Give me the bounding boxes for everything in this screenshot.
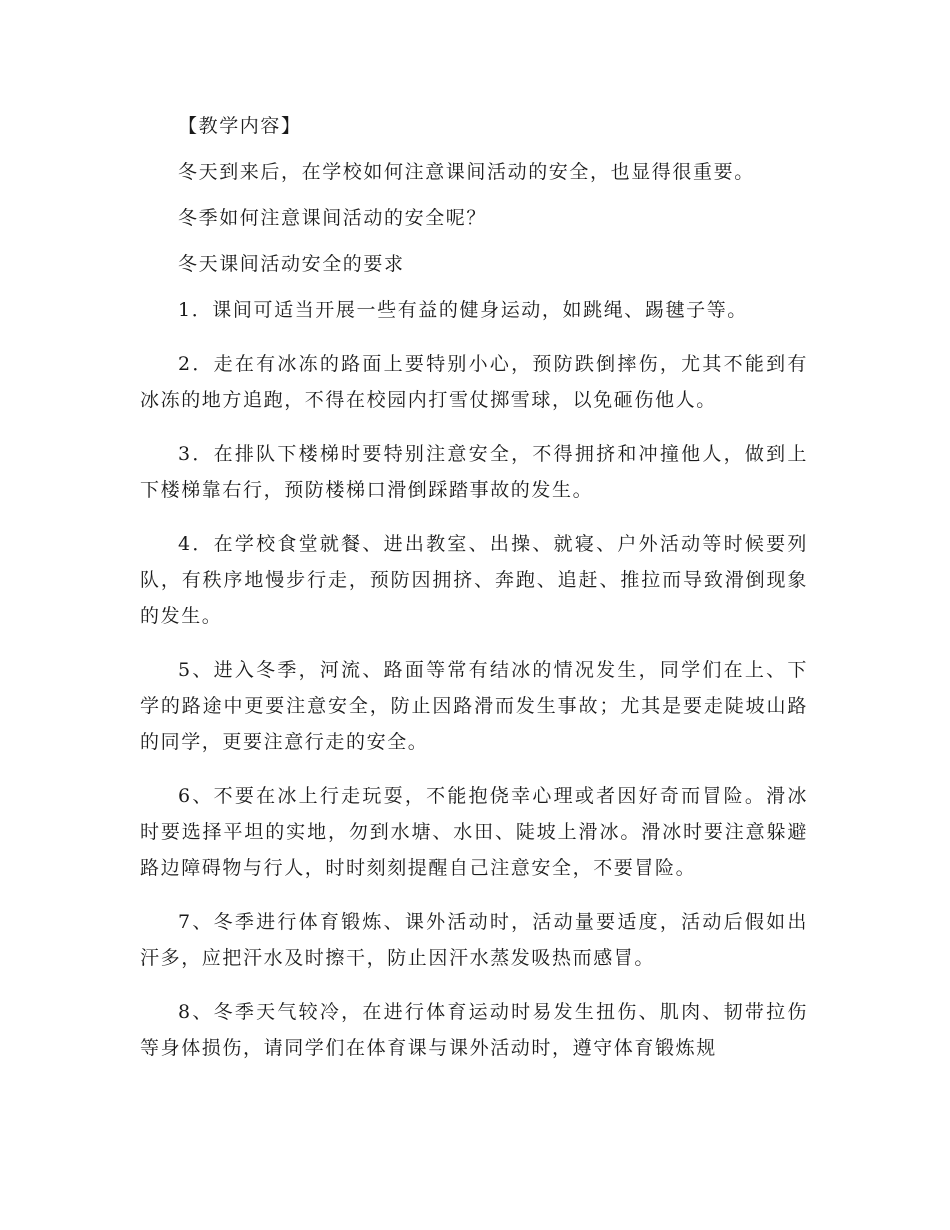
paragraph-item-3: 3．在排队下楼梯时要特别注意安全，不得拥挤和冲撞他人，做到上下楼梯靠右行，预防楼梯口滑倒踩踏事故的发生。	[140, 443, 808, 501]
paragraph-item-6: 6、不要在冰上行走玩耍，不能抱侥幸心理或者因好奇而冒险。滑冰时要选择平坦的实地，勿到水塘、水田、陡坡上滑冰。滑冰时要注意躲避路边障碍物与行人，时时刻刻提醒自己注意安全，不要冒险。	[140, 785, 808, 879]
paragraph-intro: 冬天到来后，在学校如何注意课间活动的安全，也显得很重要。	[178, 161, 755, 183]
paragraph-item-7: 7、冬季进行体育锻炼、课外活动时，活动量要适度，活动后假如出汗多，应把汗水及时擦干，防止因汗水蒸发吸热而感冒。	[140, 911, 808, 969]
paragraph-item-5: 5、进入冬季，河流、路面等常有结冰的情况发生，同学们在上、下学的路途中更要注意安全，防止因路滑而发生事故；尤其是要走陡坡山路的同学，更要注意行走的安全。	[140, 659, 808, 753]
paragraph-question: 冬季如何注意课间活动的安全呢？	[178, 207, 488, 229]
paragraph-item-1: 1．课间可适当开展一些有益的健身运动，如跳绳、踢毽子等。	[178, 299, 748, 321]
paragraph-item-4: 4．在学校食堂就餐、进出教室、出操、就寝、户外活动等时候要列队，有秩序地慢步行走，预防因拥挤、奔跑、追赶、推拉而导致滑倒现象的发生。	[140, 533, 808, 627]
document-page	[140, 108, 808, 1066]
paragraph-subtitle: 冬天课间活动安全的要求	[178, 253, 405, 275]
paragraph-item-8: 8、冬季天气较冷，在进行体育运动时易发生扭伤、肌肉、韧带拉伤等身体损伤，请同学们在体育课与课外活动时，遵守体育锻炼规	[140, 1001, 808, 1059]
paragraph-item-2: 2．走在有冰冻的路面上要特别小心，预防跌倒摔伤，尤其不能到有冰冻的地方追跑，不得在校园内打雪仗掷雪球，以免砸伤他人。	[140, 353, 808, 411]
section-heading: 【教学内容】	[178, 115, 302, 137]
